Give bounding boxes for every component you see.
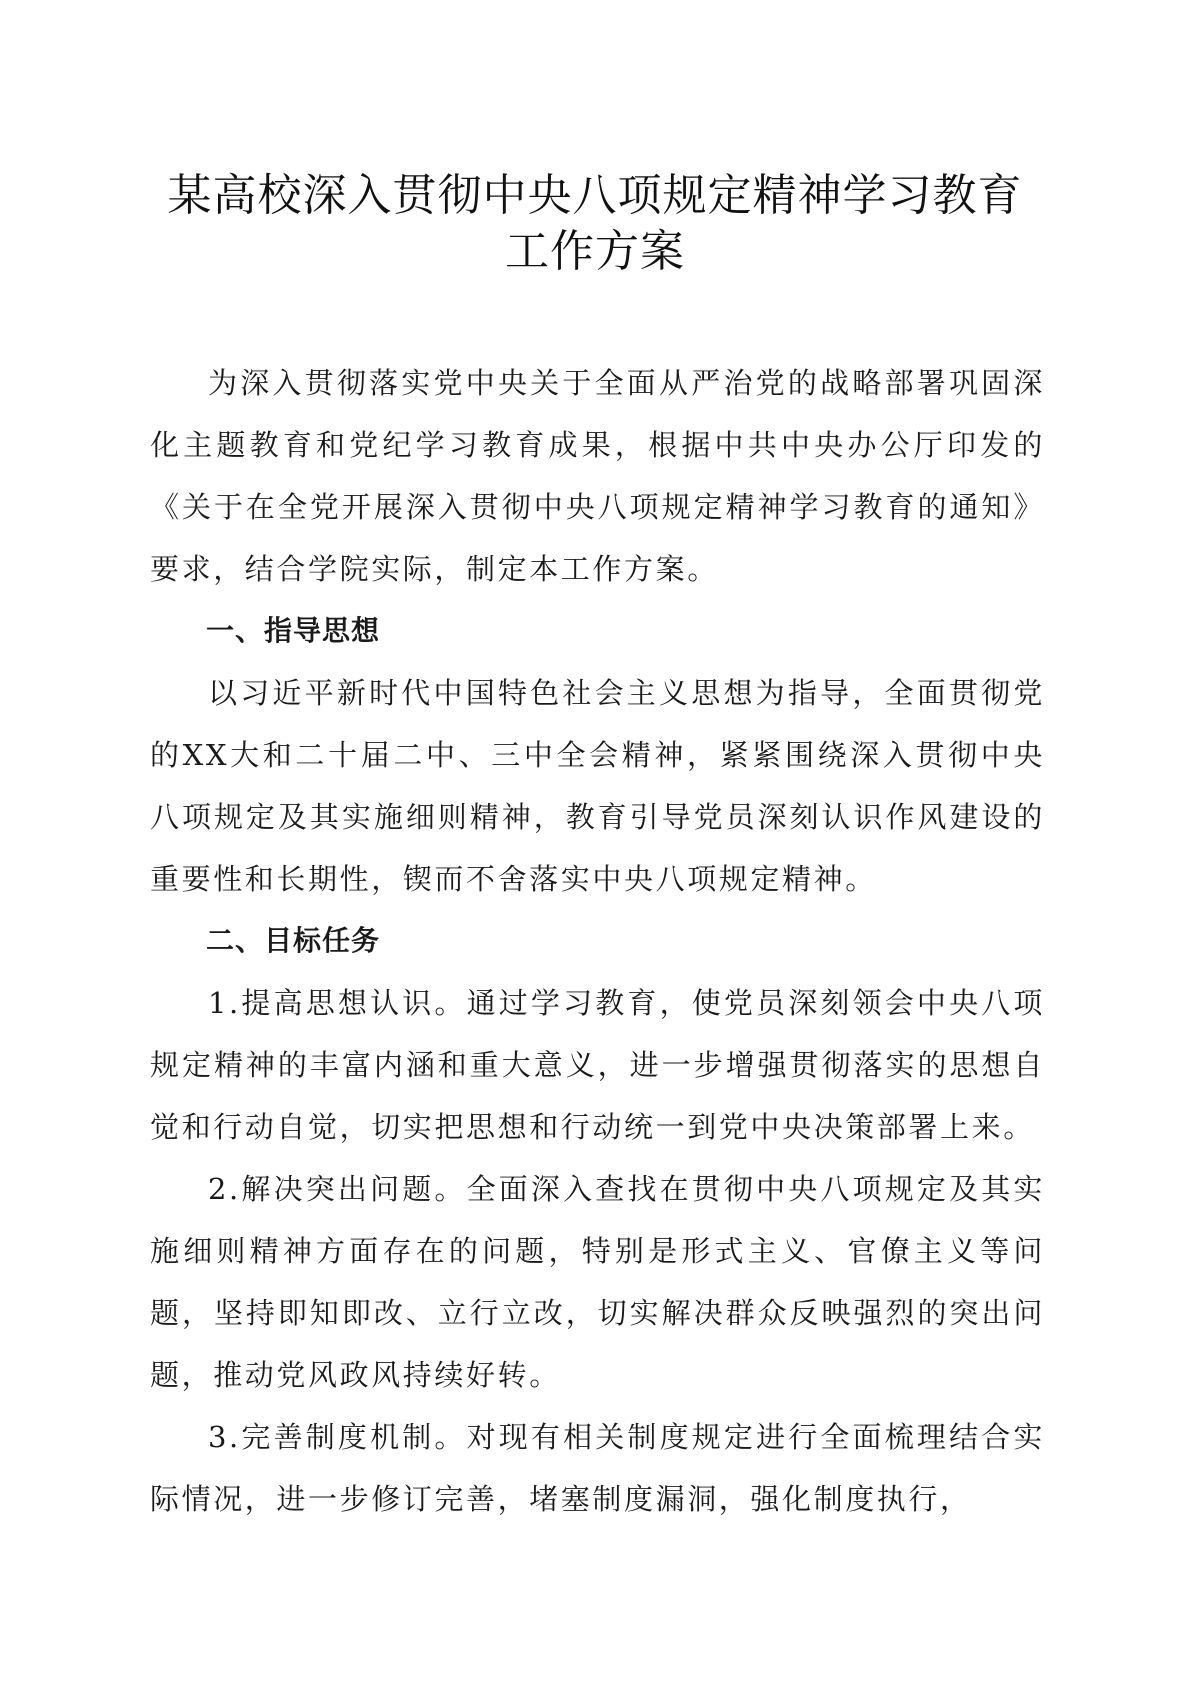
document-title: 某高校深入贯彻中央八项规定精神学习教育工作方案 [167,170,1023,277]
section-heading-goals: 二、目标任务 [206,924,381,957]
section-heading-guiding-thought: 一、指导思想 [206,614,381,647]
goal-item-3: 3.完善制度机制。对现有相关制度规定进行全面梳理结合实际情况，进一步修订完善，堵塞制度漏洞，强化制度执行， [150,1420,1045,1516]
document-body [150,352,1045,1530]
goal-item-1: 1.提高思想认识。通过学习教育，使党员深刻领会中央八项规定精神的丰富内涵和重大意义，进一步增强贯彻落实的思想自觉和行动自觉，切实把思想和行动统一到党中央决策部署上来。 [150,986,1045,1144]
intro-paragraph: 为深入贯彻落实党中央关于全面从严治党的战略部署巩固深化主题教育和党纪学习教育成果，根据中共中央办公厅印发的《关于在全党开展深入贯彻中央八项规定精神学习教育的通知》要求，结合学院实际，制定本工作方案。 [150,366,1045,586]
guiding-thought-paragraph: 以习近平新时代中国特色社会主义思想为指导，全面贯彻党的XX大和二十届二中、三中全会精神，紧紧围绕深入贯彻中央八项规定及其实施细则精神，教育引导党员深刻认识作风建设的重要性和长期性，锲而不舍落实中央八项规定精神。 [150,676,1045,896]
goal-item-2: 2.解决突出问题。全面深入查找在贯彻中央八项规定及其实施细则精神方面存在的问题，特别是形式主义、官僚主义等问题，坚持即知即改、立行立改，切实解决群众反映强烈的突出问题，推动党风政风持续好转。 [150,1172,1045,1392]
